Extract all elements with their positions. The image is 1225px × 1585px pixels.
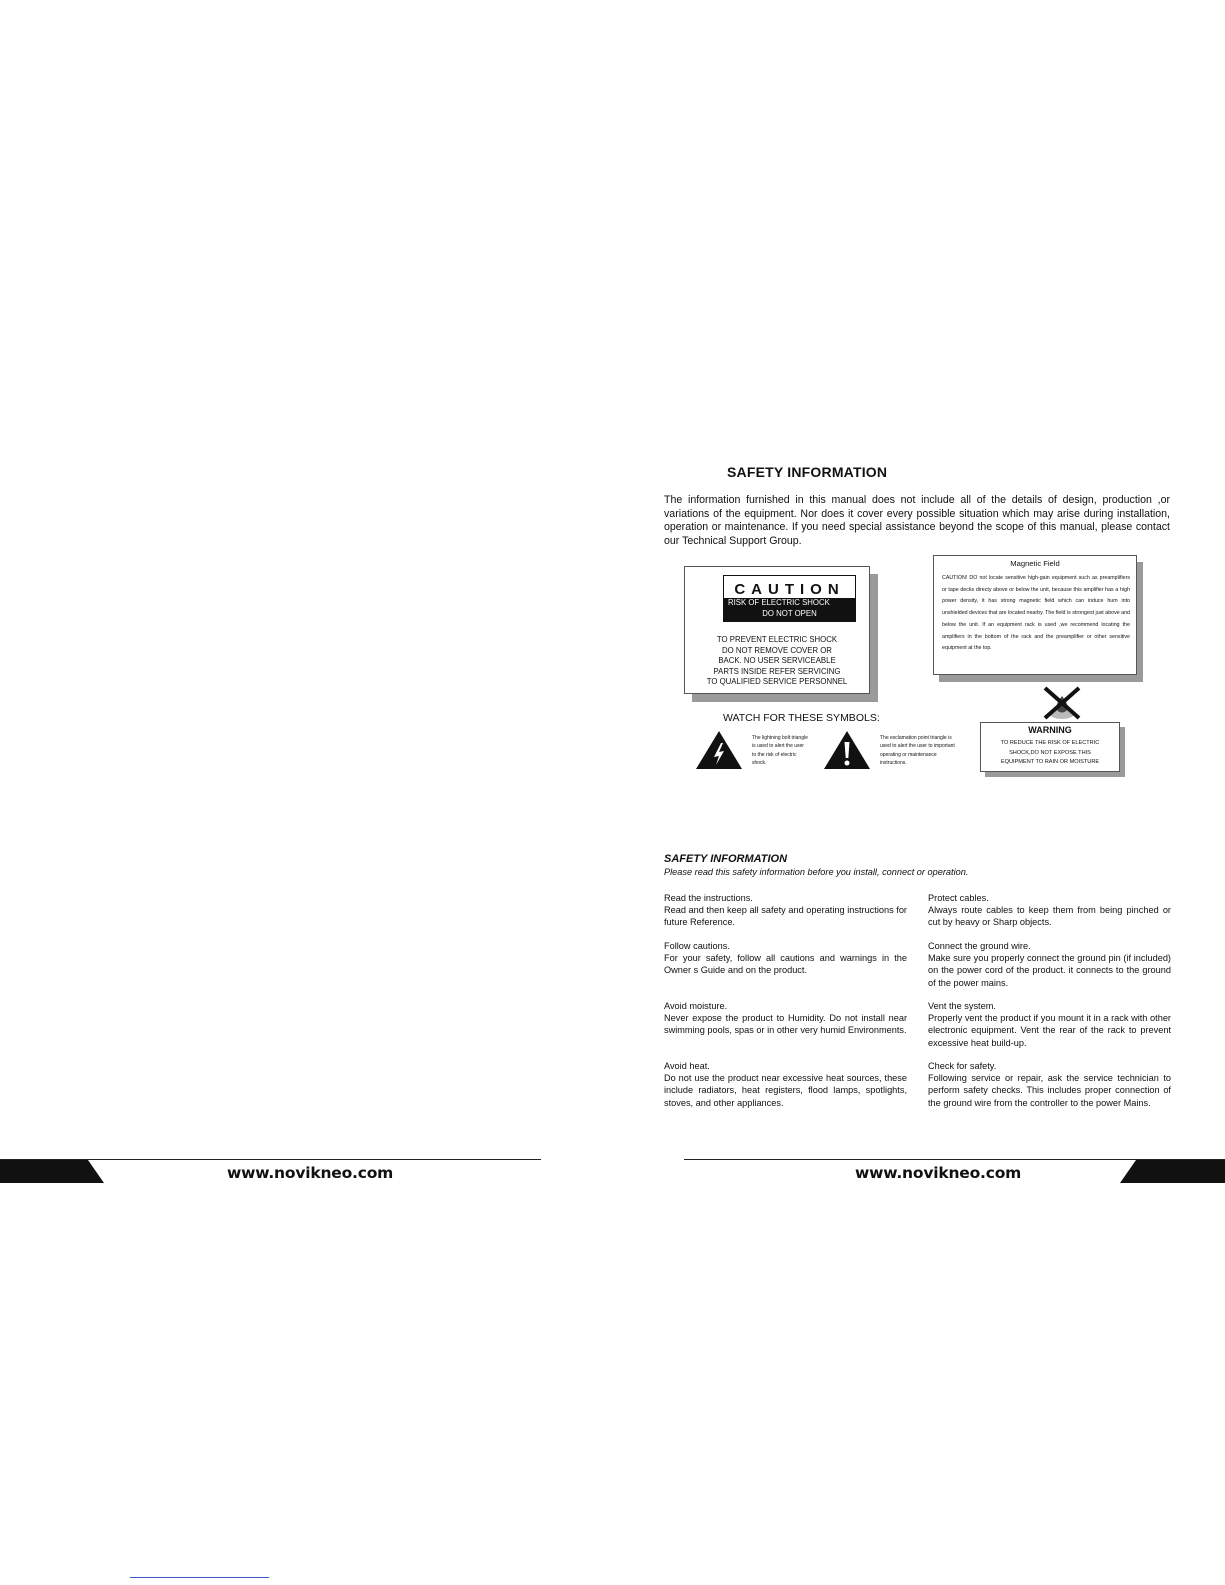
caution-band-line: DO NOT OPEN bbox=[762, 608, 817, 618]
caution-line: DO NOT REMOVE COVER OR bbox=[722, 645, 832, 655]
caution-band-line: RISK OF ELECTRIC SHOCK bbox=[728, 598, 830, 607]
caution-instructions bbox=[685, 635, 869, 688]
safety-item bbox=[664, 1060, 907, 1109]
safety-item bbox=[928, 892, 1171, 929]
safety-item bbox=[664, 892, 907, 929]
safety-item-body: Properly vent the product if you mount it in a rack with other electronic equipment. Vent the rear of the rack to prevent excessive heat build-up. bbox=[928, 1013, 1171, 1048]
symbols-heading: WATCH FOR THESE SYMBOLS: bbox=[723, 712, 880, 724]
caution-label bbox=[684, 566, 870, 694]
warning-text bbox=[981, 739, 1119, 768]
warning-label bbox=[980, 722, 1120, 772]
safety-item-body: Do not use the product near excessive heat sources, these include radiators, heat registers, flood lamps, spotlights, stoves, and other appliances. bbox=[664, 1073, 907, 1108]
caution-line: PARTS INSIDE REFER SERVICING bbox=[713, 666, 841, 676]
safety-item-heading: Avoid heat. bbox=[664, 1061, 710, 1071]
footer-tab-right bbox=[1120, 1160, 1225, 1183]
safety-item-body: Make sure you properly connect the ground pin (if included) on the power cord of the product. it connects to the ground of the power mains. bbox=[928, 953, 1171, 988]
exclamation-triangle-icon bbox=[823, 730, 871, 770]
lightning-caption: The lightning bolt triangle is used to alert the user to the risk of electric shock. bbox=[752, 735, 808, 767]
lightning-bolt-triangle-icon bbox=[695, 730, 743, 770]
safety-item-body: For your safety, follow all cautions and warnings in the Owner s Guide and on the product. bbox=[664, 953, 907, 976]
safety-item-heading: Vent the system. bbox=[928, 1001, 996, 1011]
safety-item bbox=[928, 1000, 1171, 1049]
caution-line: TO QUALIFIED SERVICE PERSONNEL bbox=[706, 677, 848, 687]
safety-item-body: Read and then keep all safety and operating instructions for future Reference. bbox=[664, 905, 907, 928]
safety-item-heading: Protect cables. bbox=[928, 893, 989, 903]
section-subtitle: Please read this safety information before you install, connect or operation. bbox=[664, 867, 969, 877]
safety-item bbox=[664, 1000, 907, 1037]
safety-item-body: Never expose the product to Humidity. Do not install near swimming pools, spas or in other very humid Environments. bbox=[664, 1013, 907, 1036]
footer-tab-left bbox=[0, 1160, 104, 1183]
magnetic-field-title: Magnetic Field bbox=[1010, 559, 1060, 568]
section-title: SAFETY INFORMATION bbox=[664, 853, 788, 865]
safety-item-heading: Avoid moisture. bbox=[664, 1001, 728, 1011]
safety-item-heading: Check for safety. bbox=[928, 1061, 997, 1071]
caution-band bbox=[724, 598, 855, 621]
safety-item-body: Always route cables to keep them from being pinched or cut by heavy or Sharp objects. bbox=[928, 905, 1171, 928]
warning-line: SHOCK,DO NOT EXPOSE THIS bbox=[1009, 749, 1091, 756]
safety-item-body: Following service or repair, ask the service technician to perform safety checks. This includes proper connection of the ground wire from the controller to the power Mains. bbox=[928, 1073, 1171, 1108]
caution-header bbox=[723, 575, 856, 622]
warning-line: EQUIPMENT TO RAIN OR MOISTURE bbox=[1000, 759, 1100, 766]
safety-item bbox=[928, 940, 1171, 989]
exclamation-caption: The exclamation point triangle is used to alert the user to important operating or maintenance instructions. bbox=[880, 735, 955, 767]
magnetic-field-text: CAUTION! DO not locate sensitive high-gain equipment such as preamplifiers or tape decks directy above or below the unit, because this amplifier has a high power density, it has strong magnetic field which can induce hum into unshielded devices that are located nearby. The field is strongest just above and below the unit. If an equipment rack is used ,we recommend locating the amplifiers in the bottom of the rack and the preamplifier or other sensitive equipment at the top. bbox=[942, 575, 1130, 652]
link-underline bbox=[130, 1577, 269, 1578]
footer-url-right[interactable]: www.novikneo.com bbox=[855, 1164, 1022, 1182]
footer-url-left[interactable]: www.novikneo.com bbox=[227, 1164, 394, 1182]
magnetic-field-box bbox=[933, 555, 1137, 675]
safety-item-heading: Read the instructions. bbox=[664, 893, 753, 903]
caution-word: CAUTION bbox=[734, 581, 845, 598]
warning-title: WARNING bbox=[1028, 725, 1072, 735]
safety-item-heading: Follow cautions. bbox=[664, 941, 730, 951]
safety-item-heading: Connect the ground wire. bbox=[928, 941, 1031, 951]
warning-line: TO REDUCE THE RISK OF ELECTRIC bbox=[1000, 740, 1100, 746]
caution-line: BACK. NO USER SERVICEABLE bbox=[718, 656, 836, 666]
safety-item bbox=[928, 1060, 1171, 1109]
page-title: SAFETY INFORMATION bbox=[727, 464, 888, 480]
intro-paragraph: The information furnished in this manual does not include all of the details of design, production ,or variations of the equipment. Nor does it cover every possible situation which may arise during installation, operation or maintenance. If you need special assistance beyond the scope of this manual, please contact our Technical Support Group. bbox=[664, 494, 1170, 547]
safety-item bbox=[664, 940, 907, 977]
no-water-icon bbox=[1042, 686, 1082, 720]
caution-line: TO PREVENT ELECTRIC SHOCK bbox=[716, 635, 838, 644]
